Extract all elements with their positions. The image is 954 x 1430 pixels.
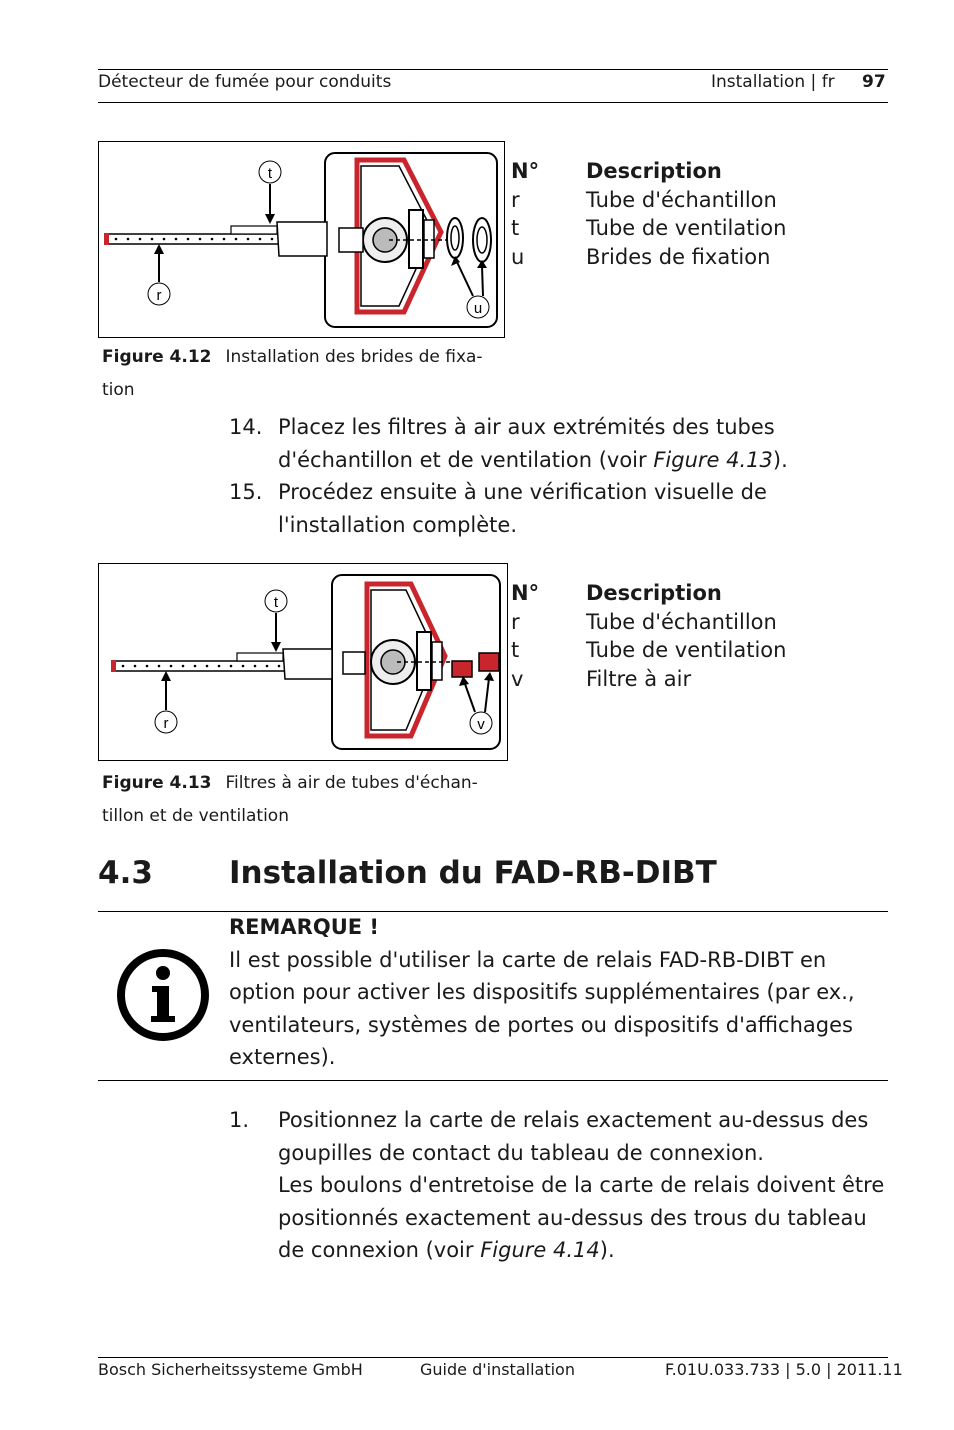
caption-text: Installation des brides de fixa-	[225, 347, 483, 367]
section-title: Installation du FAD-RB-DIBT	[229, 855, 717, 891]
caption-text-cont: tion	[102, 380, 135, 400]
callout-label: r	[156, 287, 162, 304]
note-body: Il est possible d'utiliser la carte de relais FAD-RB-DIBT en option pour activer les dispositifs supplémentaires (par ex., ventilateurs, systèmes de portes ou dispositifs d'affichages externes).	[229, 947, 855, 1069]
step-number: 1.	[229, 1108, 250, 1132]
step-text-end: ).	[772, 447, 788, 472]
legend-head-desc: Description	[586, 159, 722, 183]
legend-4-12	[511, 157, 786, 271]
caption-text: Filtres à air de tubes d'échan-	[225, 773, 478, 793]
legend-desc: Brides de fixation	[586, 244, 771, 269]
legend-row	[511, 243, 786, 272]
legend-head-no: N°	[511, 159, 540, 183]
legend-desc: Tube de ventilation	[586, 638, 787, 662]
info-icon	[116, 948, 210, 1042]
legend-head-desc: Description	[586, 581, 722, 605]
page-number: 97	[862, 72, 886, 92]
callout-label: t	[273, 594, 279, 611]
figure-reference-link[interactable]: Figure 4.14	[480, 1238, 600, 1262]
step-item	[229, 476, 889, 541]
legend-no: v	[511, 666, 524, 691]
legend-4-13	[511, 579, 786, 693]
legend-desc: Tube d'échantillon	[586, 187, 777, 212]
step-text: Placez les filtres à air aux extrémités des tubes d'échantillon et de ventilation (voir	[278, 415, 775, 472]
legend-row	[511, 608, 786, 637]
figure-caption-4-13	[102, 767, 502, 833]
caption-text-cont: tillon et de ventilation	[102, 806, 289, 826]
step-number: 15.	[229, 480, 263, 504]
air-filters-drawing	[99, 564, 507, 760]
legend-no: t	[511, 638, 520, 662]
footer-doc-ref: F.01U.033.733 | 5.0 | 2011.11	[665, 1360, 903, 1379]
legend-row	[511, 665, 786, 694]
step-number: 14.	[229, 415, 263, 439]
caption-label: Figure 4.13	[102, 773, 212, 793]
step-item	[229, 1104, 889, 1267]
legend-row	[511, 214, 786, 243]
figure-4-12	[98, 141, 505, 338]
legend-no: t	[511, 216, 520, 240]
legend-desc: Tube de ventilation	[586, 216, 787, 240]
legend-row	[511, 636, 786, 665]
header-top-rule	[98, 69, 888, 70]
caption-label: Figure 4.12	[102, 347, 212, 367]
header-doc-title: Détecteur de fumée pour conduits	[98, 72, 392, 92]
footer-rule	[98, 1357, 888, 1358]
callout-label: r	[163, 715, 169, 732]
legend-desc: Filtre à air	[586, 666, 692, 691]
callout-label: t	[267, 165, 273, 182]
legend-no: r	[511, 609, 520, 634]
callout-label: v	[477, 716, 485, 733]
step-text: Positionnez la carte de relais exactement au-dessus des goupilles de contact du tableau de connexion.	[278, 1108, 869, 1165]
callout-label: u	[473, 300, 483, 317]
legend-header	[511, 579, 786, 608]
header-bottom-rule	[98, 102, 888, 103]
legend-desc: Tube d'échantillon	[586, 609, 777, 634]
figure-4-13	[98, 563, 508, 761]
legend-header	[511, 157, 786, 186]
legend-head-no: N°	[511, 581, 540, 605]
legend-no: u	[511, 244, 525, 269]
header-section: Installation | fr	[711, 72, 835, 92]
step-item	[229, 411, 889, 476]
figure-reference-link[interactable]: Figure 4.13	[653, 447, 773, 472]
section-number: 4.3	[98, 855, 153, 891]
step-text: Procédez ensuite à une vérification visuelle de l'installation complète.	[278, 480, 767, 537]
step-text-end: ).	[599, 1238, 615, 1262]
footer-doc-type: Guide d'installation	[420, 1360, 575, 1379]
note-bottom-rule	[98, 1080, 888, 1081]
mounting-flanges-drawing	[99, 142, 504, 337]
step-text: Les boulons d'entretoise de la carte de relais doivent être positionnés exactement au-dessus des trous du tableau de connexion (voir	[278, 1173, 885, 1262]
footer-company: Bosch Sicherheitssysteme GmbH	[98, 1360, 363, 1379]
legend-no: r	[511, 187, 520, 212]
legend-row	[511, 186, 786, 215]
note-box	[229, 911, 889, 1074]
figure-caption-4-12	[102, 341, 502, 407]
note-title: REMARQUE !	[229, 915, 379, 939]
